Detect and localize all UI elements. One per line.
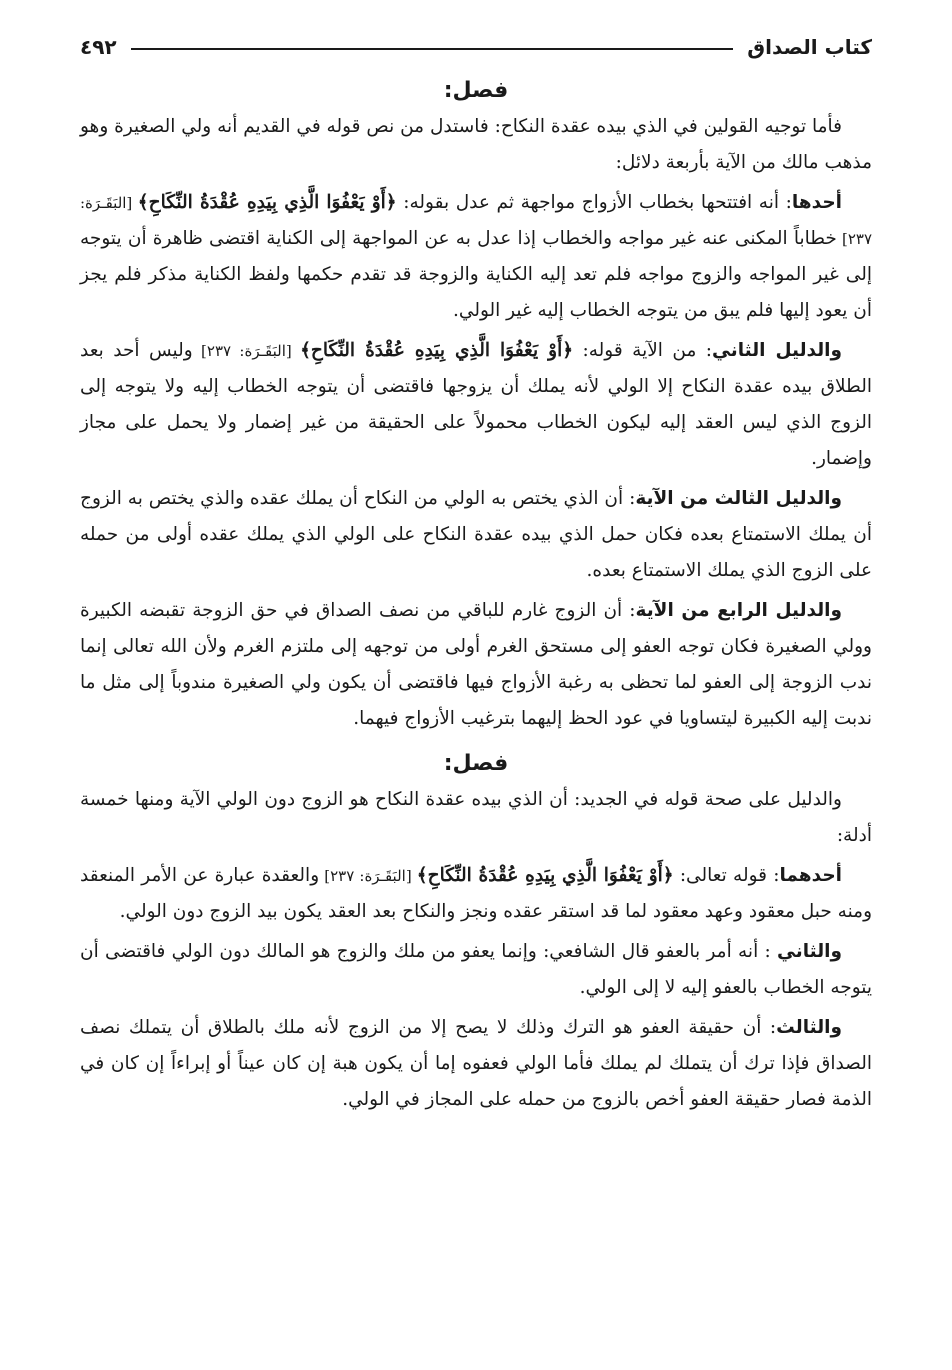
proof-lead: والدليل الثالث من الآية [635,488,843,509]
section2-intro: والدليل على صحة قوله في الجديد: أن الذي بيده عقدة النكاح هو الزوج دون الولي الآية ومنها خمسة أدلة: [80,789,872,846]
proof-text: : أنه افتتحها بخطاب الأزواج مواجهة ثم عدل بقوله: [396,192,792,213]
section2-second-proof [80,934,872,1006]
proof-text: : أن الذي يختص به الولي من النكاح أن يملك عقده والذي يختص به الزوج أن يملك الاستمتاع بعده فكان حمل الذي بيده عقدة النكاح على الولي الذي يملك عقده أولى من حمله على الزوج الذي يملك الاستمتاع بعده. [80,488,872,581]
proof-lead: والدليل الرابع من الآية [635,600,842,621]
proof-lead: أحدهما [779,865,842,886]
quran-verse: ﴿أَوْ يَعْفُوَا الَّذِي بِيَدِهِ عُقْدَةُ النِّكَاحِ﴾ [416,865,674,886]
document-page [80,30,872,1350]
proof-lead: أحدها [791,192,842,213]
header-rule [131,48,734,50]
proof-text: : أن حقيقة العفو هو الترك وذلك لا يصح إلا من الزوج لأنه ملك بالطلاق أن يتملك نصف الصداق فإذا ترك أن يتملك لم يملك فأما الولي فعفوه إما أن يكون هبة إن كان عيناً أو إبراءاً إن كان في الذمة فصار حقيقة العفو أخص بالزوج من حمله على المجاز في الولي. [80,1017,872,1110]
proof-text: وليس أحد بعد الطلاق بيده عقدة النكاح إلا الولي لأنه يملك أن يزوجها فاقتضى أن يتوجه الخطاب إليه ولا يتوجه إلى الزوج الذي ليس العقد إليه ليكون الخطاب محمولاً على الحقيقة من غير إضمار ولا يحمل على مجاز وإضمار. [80,340,872,469]
section1-second-proof [80,333,872,477]
section2-third-proof [80,1010,872,1118]
proof-lead: والثالث [776,1017,842,1038]
proof-lead: والدليل الثاني [712,340,842,361]
section1-intro: فأما توجيه القولين في الذي بيده عقدة النكاح: فاستدل من نص قوله في القديم أنه ولي الصغيرة وهو مذهب مالك من الآية بأربعة دلائل: [80,116,872,173]
section1-fourth-proof [80,593,872,737]
verse-reference: [البَقَـرَة: ٢٣٧] [192,342,301,360]
section2-first-proof [80,858,872,930]
page-header [80,30,872,64]
section-heading-1: فصل: [443,78,509,103]
verse-reference: [البَقَـرَة: ٢٣٧] [80,194,873,248]
page-number: ٤٩٢ [80,35,117,59]
section1-first-proof [80,185,872,329]
proof-text: : أن الزوج غارم للباقي من نصف الصداق في حق الزوجة تقبضه الكبيرة وولي الصغيرة فكان توجه العفو إلى مستحق الغرم أولى من توجهه إلى ملتزم الغرم ولأن الله تعالى إنما ندب الزوجة إلى العفو لما تحظى به رغبة الأزواج فيها فاقتضى أن يكون ولي الصغيرة مندوباً إلى مثل ما ندبت إليه الكبيرة ليتساويا في عود الحظ إليهما بترغيب الأزواج فيهما. [80,600,872,729]
book-title: كتاب الصداق [747,35,872,59]
proof-text: : قوله تعالى: [673,865,780,886]
section-heading-2: فصل: [443,751,509,776]
proof-text: والعقدة عبارة عن الأمر المنعقد ومنه حبل معقود وعهد معقود لما قد استقر عقده ونجز والنكاح بعد العقد يكون بيد الزوج دون الولي. [80,865,872,922]
proof-text: : أنه أمر بالعفو قال الشافعي: وإنما يعفو من ملك والزوج هو المالك دون الولي فاقتضى أن يتوجه الخطاب بالعفو إليه لا إلى الولي. [80,941,872,998]
quran-verse: ﴿أَوْ يَعْفُوَا الَّذِي بِيَدِهِ عُقْدَةُ النِّكَاحِ﴾ [137,192,397,213]
verse-reference: [البَقَـرَة: ٢٣٧] [319,867,417,885]
section1-third-proof [80,481,872,589]
proof-text: خطاباً المكنى عنه غير مواجه والخطاب إذا عدل به عن المواجهة إلى الكناية اقتضى ظاهرة أن يتوجه إلى غير المواجه والزوج مواجه فلم تعد إليه الكناية والزوجة قد تقدم حكمها ولفظ الكناية مذكر فلم يجز أن يعود إليها فلم يبق من يتوجه الخطاب إليه غير الولي. [80,228,872,321]
quran-verse: ﴿أَوْ يَعْفُوَا الَّذِي بِيَدِهِ عُقْدَةُ النِّكَاحِ﴾ [300,340,574,361]
proof-lead: والثاني [777,941,842,962]
proof-text: : من الآية قوله: [573,340,713,361]
